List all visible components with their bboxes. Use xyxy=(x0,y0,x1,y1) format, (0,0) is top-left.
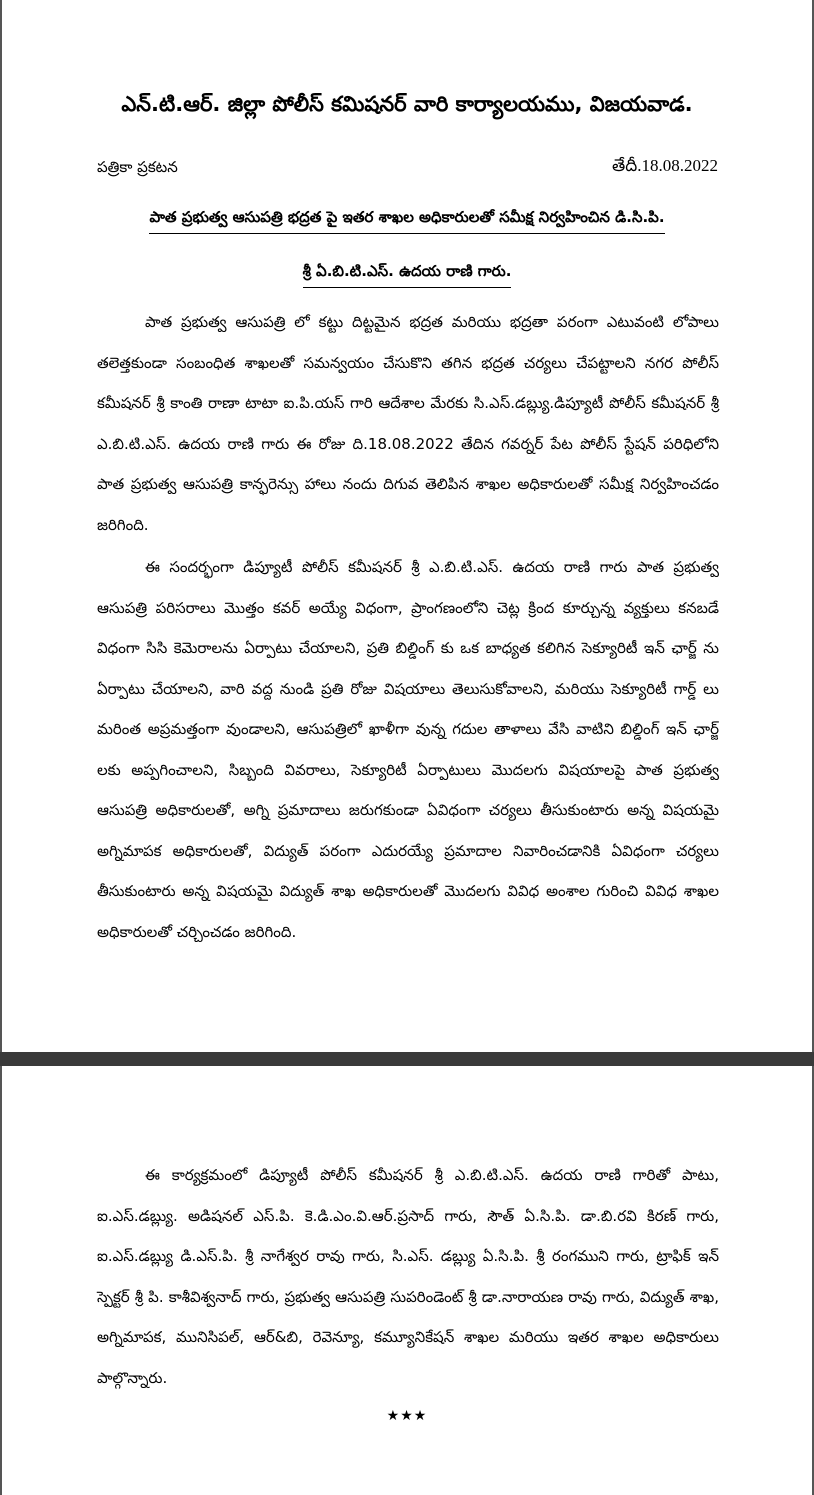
subheading-text-1: పాత ప్రభుత్వ ఆసుపత్రి భద్రత పై ఇతర శాఖల అధికారులతో సమీక్ష నిర్వహించిన డి.సి.పి. xyxy=(149,208,664,234)
press-release-label: పత్రికా ప్రకటన xyxy=(97,158,178,176)
body-paragraph-1: పాత ప్రభుత్వ ఆసుపత్రి లో కట్టు దిట్టమైన భద్రత మరియు భద్రతా పరంగా ఎటువంటి లోపాలు తలెత్తకుండా సంబంధిత శాఖలతో సమన్వయం చేసుకొని తగిన భద్రత చర్యలు చేపట్టాలని నగర పోలీస్ కమీషనర్ శ్రీ కాంతి రాణా టాటా ఐ.పి.యస్ గారి ఆదేశాల మేరకు సి.ఎస్.డబ్ల్యు.డిప్యూటీ పోలీస్ కమీషనర్ శ్రీ ఎ.బి.టి.ఎస్. ఉదయ రాణి గారు ఈ రోజు ది.18.08.2022 తేదిన గవర్నర్ పేట పోలీస్ స్టేషన్ పరిధిలోని పాత ప్రభుత్వ ఆసుపత్రి కాన్ఫరెన్సు హాలు నందు దిగువ తెలిపిన శాఖల అధికారులతో సమీక్ష నిర్వహించడం జరిగింది. xyxy=(97,313,719,534)
office-title: ఎన్.టి.ఆర్. జిల్లా పోలీస్ కమిషనర్ వారి కార్యాలయము, విజయవాడ. xyxy=(121,92,693,116)
subheading-line-1 xyxy=(0,208,814,234)
body-paragraph-3: ఈ కార్యక్రమంలో డిప్యూటీ పోలీస్ కమీషనర్ శ్రీ ఎ.బి.టి.ఎస్. ఉదయ రాణి గారితో పాటు, ఐ.ఎస్.డబ్ల్యు. అడిషనల్ ఎస్.పి. కె.డి.ఎం.వి.ఆర్.ప్రసాద్ గారు, సౌత్ ఏ.సి.పి. డా.బి.రవి కిరణ్ గారు, ఐ.ఎస్.డబ్ల్యు డి.ఎస్.పి. శ్రీ నాగేశ్వర రావు గారు, సి.ఎస్. డబ్ల్యు ఏ.సి.పి. శ్రీ రంగముని గారు, ట్రాఫిక్ ఇన్ స్పెక్టర్ శ్రీ పి. కాశీవిశ్వనాద్ గారు, ప్రభుత్వ ఆసుపత్రి సుపరిండెంట్ శ్రీ డా.నారాయణ రావు గారు, విద్యుత్ శాఖ, అగ్నిమాపక, మునిసిపల్, ఆర్&బి, రెవెన్యూ, కమ్యూనికేషన్ శాఖల మరియు ఇతర శాఖల అధికారులు పాల్గొన్నారు. xyxy=(97,1166,719,1387)
body-paragraph-2: ఈ సందర్భంగా డిప్యూటీ పోలీస్ కమీషనర్ శ్రీ ఎ.బి.టి.ఎస్. ఉదయ రాణి గారు పాత ప్రభుత్వ ఆసుపత్రి పరిసరాలు మొత్తం కవర్ అయ్యే విధంగా, ప్రాంగణంలోని చెట్ల క్రింద కూర్చున్న వ్యక్తులు కనబడే విధంగా సిసి కెమెరాలను ఏర్పాటు చేయాలని, ప్రతి బిల్డింగ్ కు ఒక బాధ్యత కలిగిన సెక్యూరిటీ ఇన్ ఛార్జ్ ను ఏర్పాటు చేయాలని, వారి వద్ద నుండి ప్రతి రోజు విషయాలు తెలుసుకోవాలని, మరియు సెక్యూరిటీ గార్డ్ లు మరింత అప్రమత్తంగా వుండాలని, ఆసుపత్రిలో ఖాళీగా వున్న గదుల తాళాలు వేసి వాటిని బిల్డింగ్ ఇన్ ఛార్జ్ లకు అప్పగించాలని, సిబ్బంది వివరాలు, సెక్యూరిటీ ఏర్పాటులు మొదలగు విషయాలపై పాత ప్రభుత్వ ఆసుపత్రి అధికారులతో, అగ్ని ప్రమాదాలు జరుగకుండా ఏవిధంగా చర్యలు తీసుకుంటారు అన్న విషయమై అగ్నిమాపక అధికారులతో, విద్యుత్ పరంగా ఎదురయ్యే ప్రమాదాల నివారించడానికి ఏవిధంగా చర్యలు తీసుకుంటారు అన్న విషయమై విద్యుత్ శాఖ అధికారులతో మొదలగు వివిధ అంశాల గురించి వివిధ శాఖల అధికారులతో చర్చించడం జరిగింది. xyxy=(97,558,719,941)
subheading-text-2: శ్రీ ఏ.బి.టి.ఎస్. ఉదయ రాణి గారు. xyxy=(303,262,512,288)
press-release-date: తేదీ.18.08.2022 xyxy=(612,156,718,175)
subheading-line-2 xyxy=(0,262,814,288)
page-separator xyxy=(0,1052,814,1066)
end-stars: ★★★ xyxy=(386,1408,428,1424)
